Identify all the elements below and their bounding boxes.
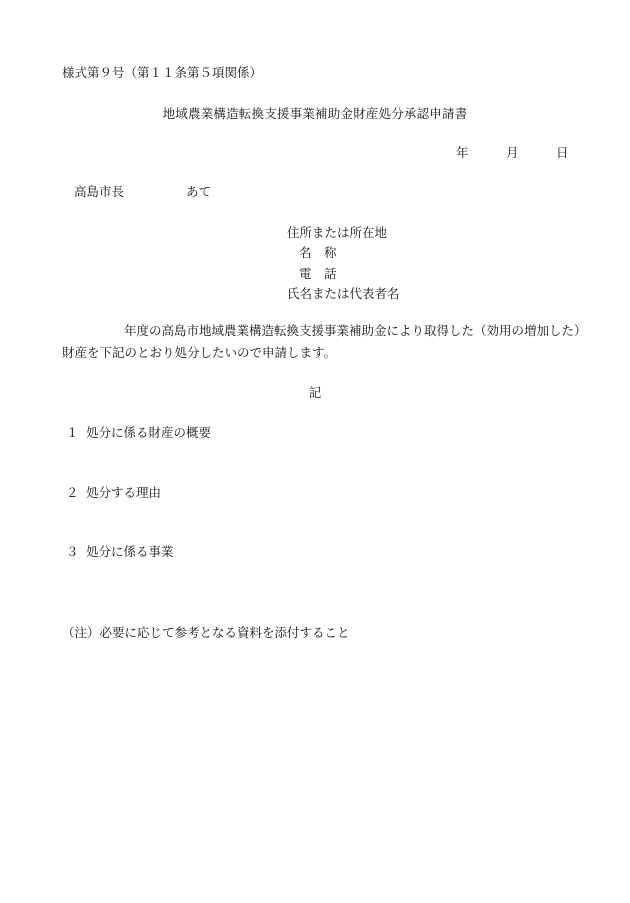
item-number: ３: [66, 544, 79, 559]
item-number: ２: [66, 485, 79, 500]
ki-heading: 記: [308, 385, 322, 400]
date-year-label: 年: [456, 145, 469, 160]
item-number: １: [66, 425, 79, 440]
applicant-address-label: 住所または所在地: [287, 225, 388, 240]
item-label: 処分する理由: [86, 485, 162, 500]
document-title: 地域農業構造転換支援事業補助金財産処分承認申請書: [162, 106, 468, 121]
form-number: 様式第９号（第１１条第５項関係）: [62, 65, 263, 80]
item-label: 処分に係る事業: [86, 544, 174, 559]
date-month-label: 月: [506, 145, 519, 160]
addressee-suffix: あて: [186, 184, 212, 199]
applicant-name-label: 名 称: [299, 245, 337, 260]
body-line-1: 年度の高島市地域農業構造転換支援事業補助金により取得した（効用の増加した）: [124, 323, 587, 338]
applicant-phone-label: 電 話: [299, 266, 337, 281]
item-label: 処分に係る財産の概要: [86, 425, 212, 440]
body-line-2: 財産を下記のとおり処分したいので申請します。: [62, 345, 337, 360]
applicant-representative-label: 氏名または代表者名: [287, 286, 400, 301]
addressee-name: 高島市長: [74, 184, 125, 199]
date-day-label: 日: [556, 145, 569, 160]
note: （注）必要に応じて参考となる資料を添付すること: [62, 625, 350, 640]
